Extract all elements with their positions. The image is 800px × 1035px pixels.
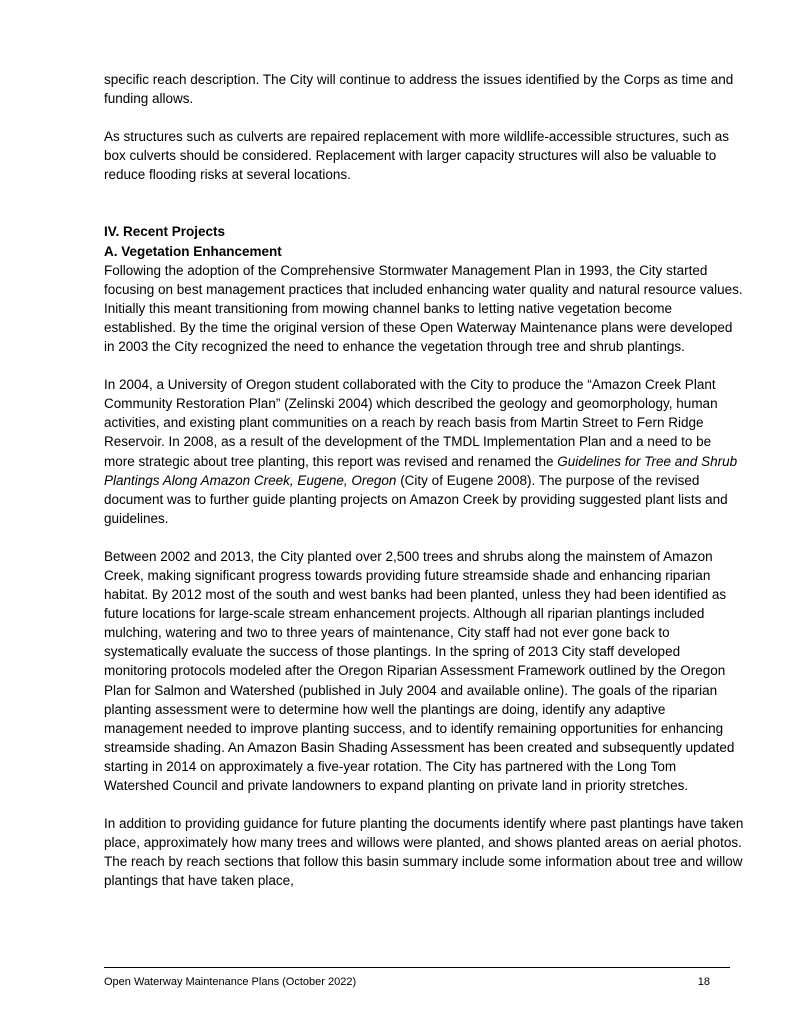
section-spacer: [104, 184, 744, 222]
page-footer: [104, 975, 710, 989]
paragraph-planting-guidance: In addition to providing guidance for future planting the documents identify where past plantings have taken place, approximately how many trees and willows were planted, and shows planted areas on aerial photos. The reach by reach sections that follow this basin summary include some information about tree and willow plantings that have taken place,: [104, 816, 744, 889]
paragraph-culverts: As structures such as culverts are repaired replacement with more wildlife-accessible structures, such as box culverts should be considered. Replacement with larger capacity structures will also be valuable to reduce flooding risks at several locations.: [104, 129, 729, 183]
footer-divider: [104, 967, 730, 968]
paragraph-spacer: [104, 795, 744, 814]
paragraph-spacer: [104, 356, 744, 375]
subsection-heading: A. Vegetation Enhancement: [104, 243, 282, 259]
document-page: [104, 70, 744, 890]
footer-title: Open Waterway Maintenance Plans (October 2022): [104, 976, 357, 988]
paragraph-reach-description: specific reach description. The City will continue to address the issues identified by the Corps as time and funding allows.: [104, 72, 734, 107]
paragraph-stormwater-plan: Following the adoption of the Comprehensive Stormwater Management Plan in 1993, the City started focusing on best management practices that included enhancing water quality and natural resource values. Initially this meant transitioning from mowing channel banks to letting native vegetation become established. By the time the original version of these Open Waterway Maintenance plans were developed in 2003 the City recognized the need to enhance the vegetation through tree and shrub plantings.: [104, 262, 743, 355]
restoration-text-end: (City of Eugene 2008). The purpose of the revised document was to further guide planting projects on Amazon Creek by providing suggested plant lists and guidelines.: [104, 472, 728, 526]
section-heading: IV. Recent Projects: [104, 224, 226, 240]
guidelines-title: Guidelines for Tree and Shrub Plantings Along Amazon Creek, Eugene, Oregon: [104, 453, 738, 488]
paragraph-spacer: [104, 108, 744, 127]
page-number: 18: [697, 976, 710, 988]
restoration-text-start: In 2004, a University of Oregon student collaborated with the City to produce the “Amazon Creek Plant Community Restoration Plan” (Zelinski 2004) which described the geology and geomorphology, human activities, and existing plant communities on a reach by reach basis from Martin Street to Fern Ridge Reservoir. In 2008, as a result of the development of the TMDL Implementation Plan and a need to be more strategic about tree planting, this report was revised and renamed the: [104, 377, 718, 469]
paragraph-restoration-plan: [104, 375, 744, 528]
paragraph-planting-history: Between 2002 and 2013, the City planted over 2,500 trees and shrubs along the mainstem of Amazon Creek, making significant progress towards providing future streamside shade and enhancing riparian habitat. By 2012 most of the south and west banks had been planted, unless they had been identified as future locations for large-scale stream enhancement projects. Although all riparian plantings included mulching, watering and two to three years of maintenance, City staff had not ever gone back to systematically evaluate the success of those plantings. In the spring of 2013 City staff developed monitoring protocols modeled after the Oregon Riparian Assessment Framework outlined by the Oregon Plan for Salmon and Watershed (published in July 2004 and available online). The goals of the riparian planting assessment were to determine how well the plantings are doing, identify any adaptive management needed to improve planting success, and to identify remaining opportunities for enhancing streamside shading. An Amazon Basin Shading Assessment has been created and subsequently updated starting in 2014 on approximately a five-year rotation. The City has partnered with the Long Tom Watershed Council and private landowners to expand planting on private land in priority stretches.: [104, 548, 735, 793]
paragraph-spacer: [104, 528, 744, 547]
